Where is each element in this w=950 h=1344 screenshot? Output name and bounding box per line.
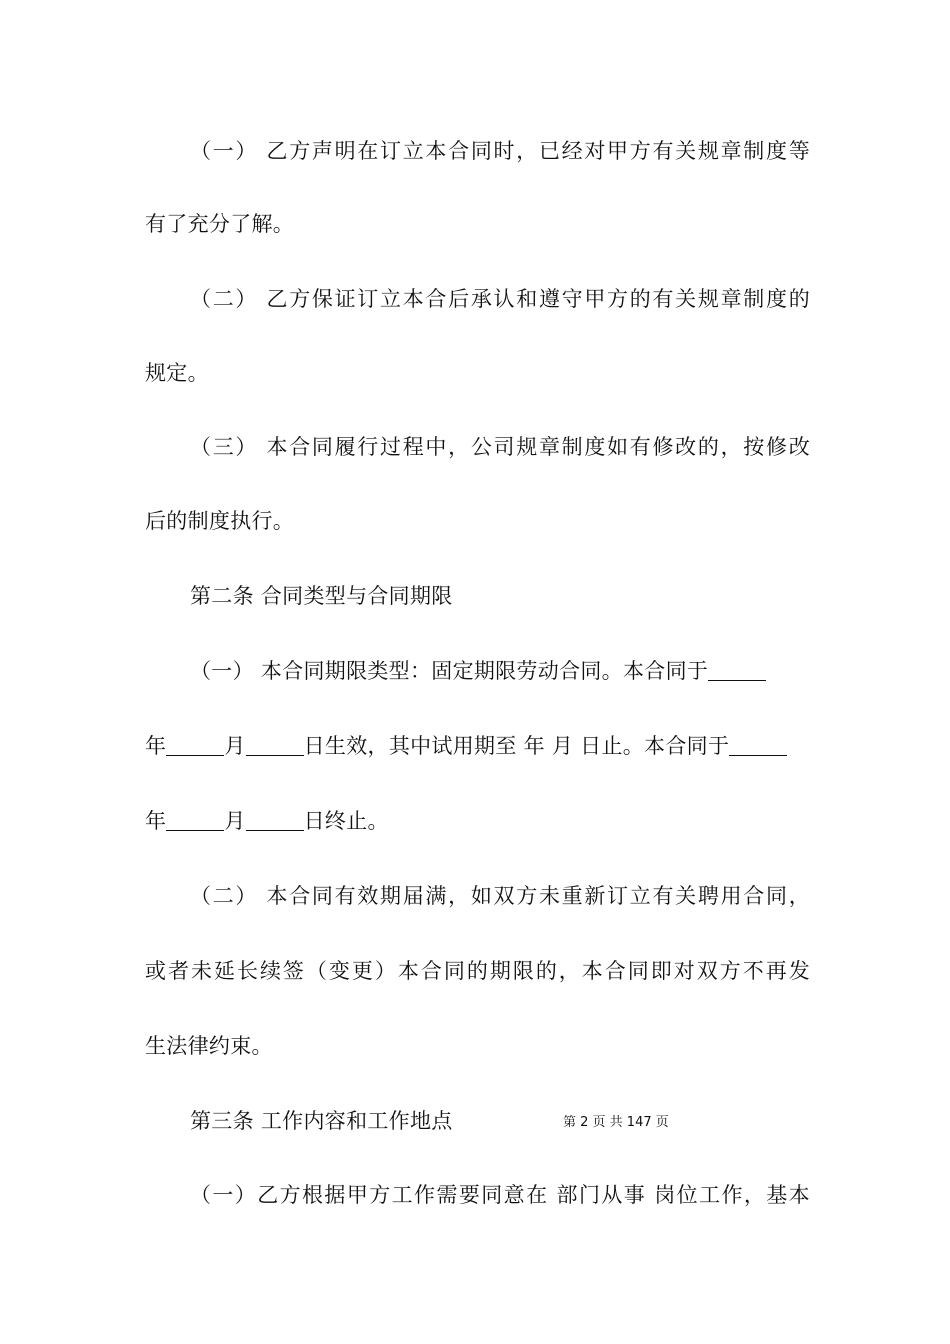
paragraph-line: （二） 乙方保证订立本合后承认和遵守甲方的有关规章制度的 xyxy=(190,287,810,311)
clause-line xyxy=(190,656,810,686)
article-heading: 第二条 合同类型与合同期限 xyxy=(190,584,453,608)
paragraph-line: 后的制度执行。 xyxy=(145,509,295,533)
clause-line xyxy=(145,806,810,836)
clause-line: （一）乙方根据甲方工作需要同意在 部门从事 岗位工作，基本 xyxy=(190,1183,810,1207)
clause-text: 日生效，其中试用期至 年 月 日止。本合同于 xyxy=(303,734,730,758)
paragraph-line: （一） 乙方声明在订立本合同时，已经对甲方有关规章制度等 xyxy=(190,139,810,163)
article-heading: 第三条 工作内容和工作地点 xyxy=(190,1109,453,1133)
clause-line: 或者未延长续签（变更）本合同的期限的，本合同即对双方不再发 xyxy=(145,959,810,983)
fill-in-blank xyxy=(246,733,304,756)
paragraph-line: （三） 本合同履行过程中，公司规章制度如有修改的，按修改 xyxy=(190,435,810,459)
paragraph-line: 有了充分了解。 xyxy=(145,212,295,236)
fill-in-blank xyxy=(246,808,304,831)
fill-in-blank xyxy=(166,733,224,756)
year-label: 年 xyxy=(145,809,167,833)
fill-in-blank xyxy=(729,733,787,756)
month-label: 月 xyxy=(224,734,246,758)
clause-line xyxy=(145,731,810,761)
clause-line: （二） 本合同有效期届满，如双方未重新订立有关聘用合同， xyxy=(190,884,810,908)
clause-line: 生法律约束。 xyxy=(145,1034,273,1058)
paragraph-line: 规定。 xyxy=(145,361,209,385)
month-label: 月 xyxy=(224,809,246,833)
year-label: 年 xyxy=(145,734,167,758)
clause-text: （一） 本合同期限类型：固定期限劳动合同。本合同于 xyxy=(190,659,709,683)
page-number: 第 2 页 共 147 页 xyxy=(563,1115,669,1130)
clause-text: 日终止。 xyxy=(303,809,389,833)
fill-in-blank xyxy=(166,808,224,831)
fill-in-blank xyxy=(708,658,766,681)
